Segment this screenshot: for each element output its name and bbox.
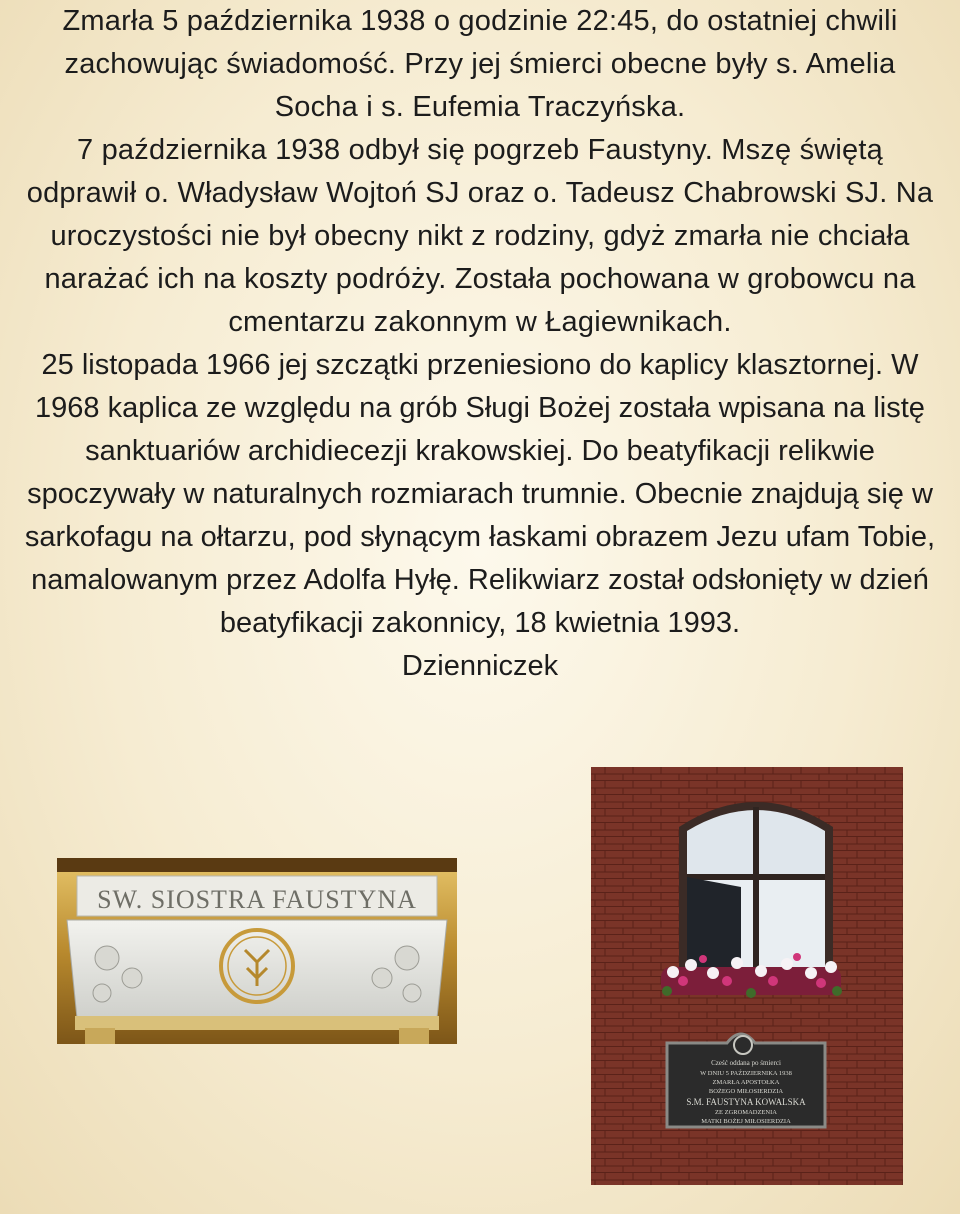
plaque-line: W DNIU 5 PAŹDZIERNIKA 1938 [700,1070,792,1077]
plaque-line: ZE ZGROMADZENIA [715,1109,777,1116]
paragraph-relics: 25 listopada 1966 jej szczątki przeniesiono do kaplicy klasztornej. W 1968 kaplica ze względu na grób Sługi Bożej została wpisana na listę sanktuariów archidiecezji krakowskiej. Do beatyfikacji relikwie spoczywały w naturalnych rozmiarach trumnie. Obecnie znajdują się w sarkofagu na ołtarzu, pod słynącym łaskami obrazem Jezu ufam Tobie, namalowanym przez Adolfa Hyłę. Relikwiarz został odsłonięty w dzień beatyfikacji zakonnicy, 18 kwietnia 1993. [24,349,936,639]
plaque-line: ZMARŁA APOSTOŁKA [712,1079,780,1086]
link-dzienniczek[interactable]: Dzienniczek [401,650,559,682]
paragraph-funeral: 7 października 1938 odbył się pogrzeb Faustyny. Mszę świętą odprawił o. Władysław Wojtoń SJ oraz o. Tadeusz Chabrowski SJ. Na uroczystości nie był obecny nikt z rodziny, gdyż zmarła nie chciała narażać ich na koszty podróży. Została pochowana w grobowcu na cmentarzu zakonnym w Łagiewnikach. [26,134,934,338]
sarcophagus-photo [57,858,457,1044]
sarcophagus-illustration [57,858,457,1044]
sarcophagus-inscription: SW. SIOSTRA FAUSTYNA [97,885,417,914]
plaque-line: S.M. FAUSTYNA KOWALSKA [686,1097,806,1107]
chapel-window-illustration [591,767,903,1185]
main-text [20,0,940,688]
plaque-line: MATKI BOŻEJ MIŁOSIERDZIA [701,1118,791,1125]
paragraph-death: Zmarła 5 października 1938 o godzinie 22:45, do ostatniej chwili zachowując świadomość. Przy jej śmierci obecne były s. Amelia Socha i s. Eufemia Traczyńska. [62,5,898,123]
plaque-line: BOŻEGO MIŁOSIERDZIA [708,1088,784,1095]
chapel-window-photo [591,767,903,1185]
plaque-line: Cześć oddana po śmierci [711,1059,781,1067]
